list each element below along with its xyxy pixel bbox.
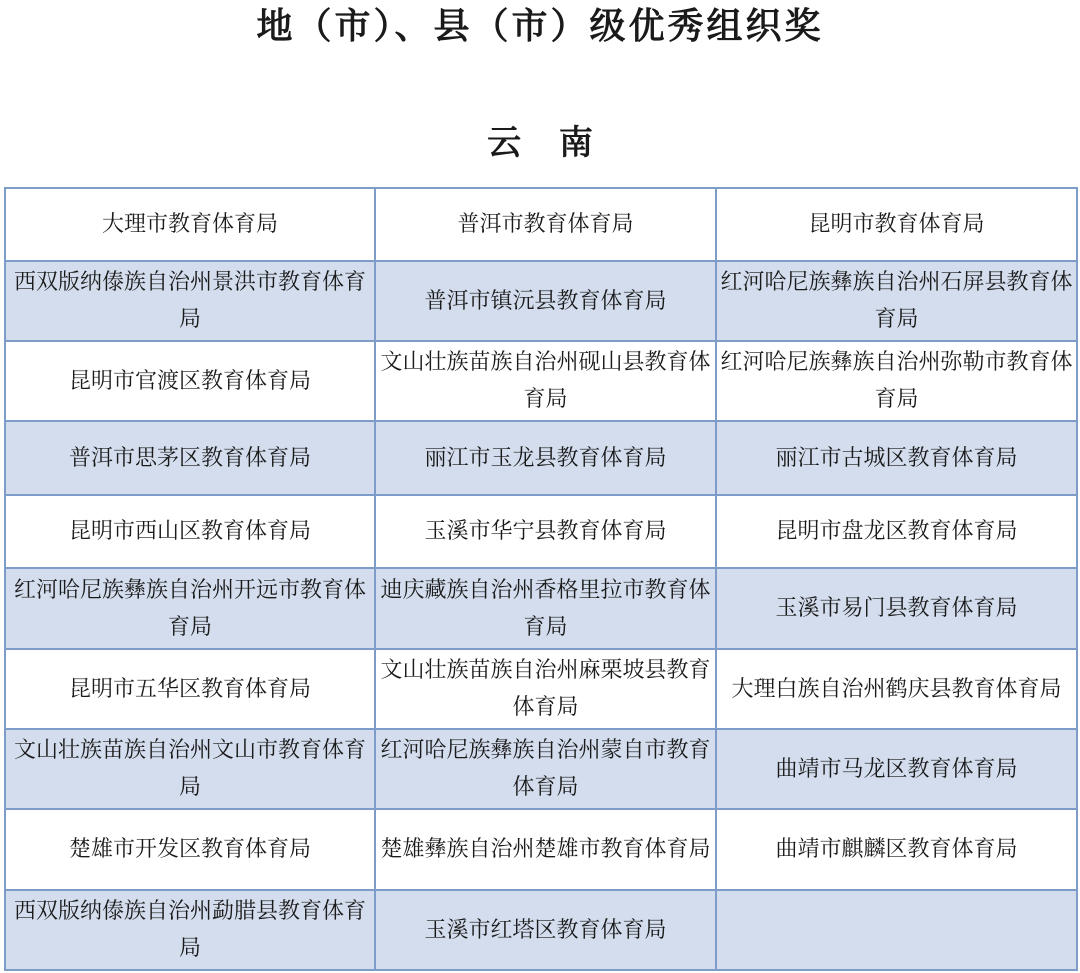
table-row — [5, 261, 1077, 341]
table-cell: 玉溪市华宁县教育体育局 — [375, 495, 716, 568]
table-cell: 楚雄彝族自治州楚雄市教育体育局 — [375, 809, 716, 890]
table-cell: 大理白族自治州鹤庆县教育体育局 — [716, 649, 1077, 729]
table-row — [5, 421, 1077, 495]
table-cell: 迪庆藏族自治州香格里拉市教育体育局 — [375, 568, 716, 649]
table-cell: 昆明市盘龙区教育体育局 — [716, 495, 1077, 568]
table-row — [5, 188, 1077, 261]
table-cell: 大理市教育体育局 — [5, 188, 375, 261]
table-row — [5, 495, 1077, 568]
table-cell: 西双版纳傣族自治州勐腊县教育体育局 — [5, 890, 375, 970]
table-cell: 曲靖市马龙区教育体育局 — [716, 729, 1077, 809]
table-cell: 西双版纳傣族自治州景洪市教育体育局 — [5, 261, 375, 341]
table-cell: 普洱市镇沅县教育体育局 — [375, 261, 716, 341]
province-heading: 云 南 — [487, 123, 593, 163]
table-cell: 昆明市教育体育局 — [716, 188, 1077, 261]
table-row — [5, 568, 1077, 649]
table-row — [5, 809, 1077, 890]
table-cell: 丽江市古城区教育体育局 — [716, 421, 1077, 495]
table-cell: 普洱市教育体育局 — [375, 188, 716, 261]
table-cell: 文山壮族苗族自治州砚山县教育体育局 — [375, 341, 716, 421]
award-table — [4, 187, 1078, 971]
table-cell: 玉溪市易门县教育体育局 — [716, 568, 1077, 649]
table-cell: 红河哈尼族彝族自治州弥勒市教育体育局 — [716, 341, 1077, 421]
table-cell: 昆明市五华区教育体育局 — [5, 649, 375, 729]
table-cell: 红河哈尼族彝族自治州石屏县教育体育局 — [716, 261, 1077, 341]
table-cell: 丽江市玉龙县教育体育局 — [375, 421, 716, 495]
table-cell: 昆明市西山区教育体育局 — [5, 495, 375, 568]
table-cell: 文山壮族苗族自治州麻栗坡县教育体育局 — [375, 649, 716, 729]
table-cell: 昆明市官渡区教育体育局 — [5, 341, 375, 421]
table-cell: 红河哈尼族彝族自治州蒙自市教育体育局 — [375, 729, 716, 809]
table-cell: 文山壮族苗族自治州文山市教育体育局 — [5, 729, 375, 809]
table-row — [5, 729, 1077, 809]
table-cell: 普洱市思茅区教育体育局 — [5, 421, 375, 495]
table-cell: 楚雄市开发区教育体育局 — [5, 809, 375, 890]
table-row — [5, 649, 1077, 729]
table-row — [5, 890, 1077, 970]
page-title: 地（市）、县（市）级优秀组织奖 — [256, 6, 824, 47]
table-cell: 玉溪市红塔区教育体育局 — [375, 890, 716, 970]
table-row — [5, 341, 1077, 421]
table-cell — [716, 890, 1077, 970]
table-cell: 红河哈尼族彝族自治州开远市教育体育局 — [5, 568, 375, 649]
table-cell: 曲靖市麒麟区教育体育局 — [716, 809, 1077, 890]
